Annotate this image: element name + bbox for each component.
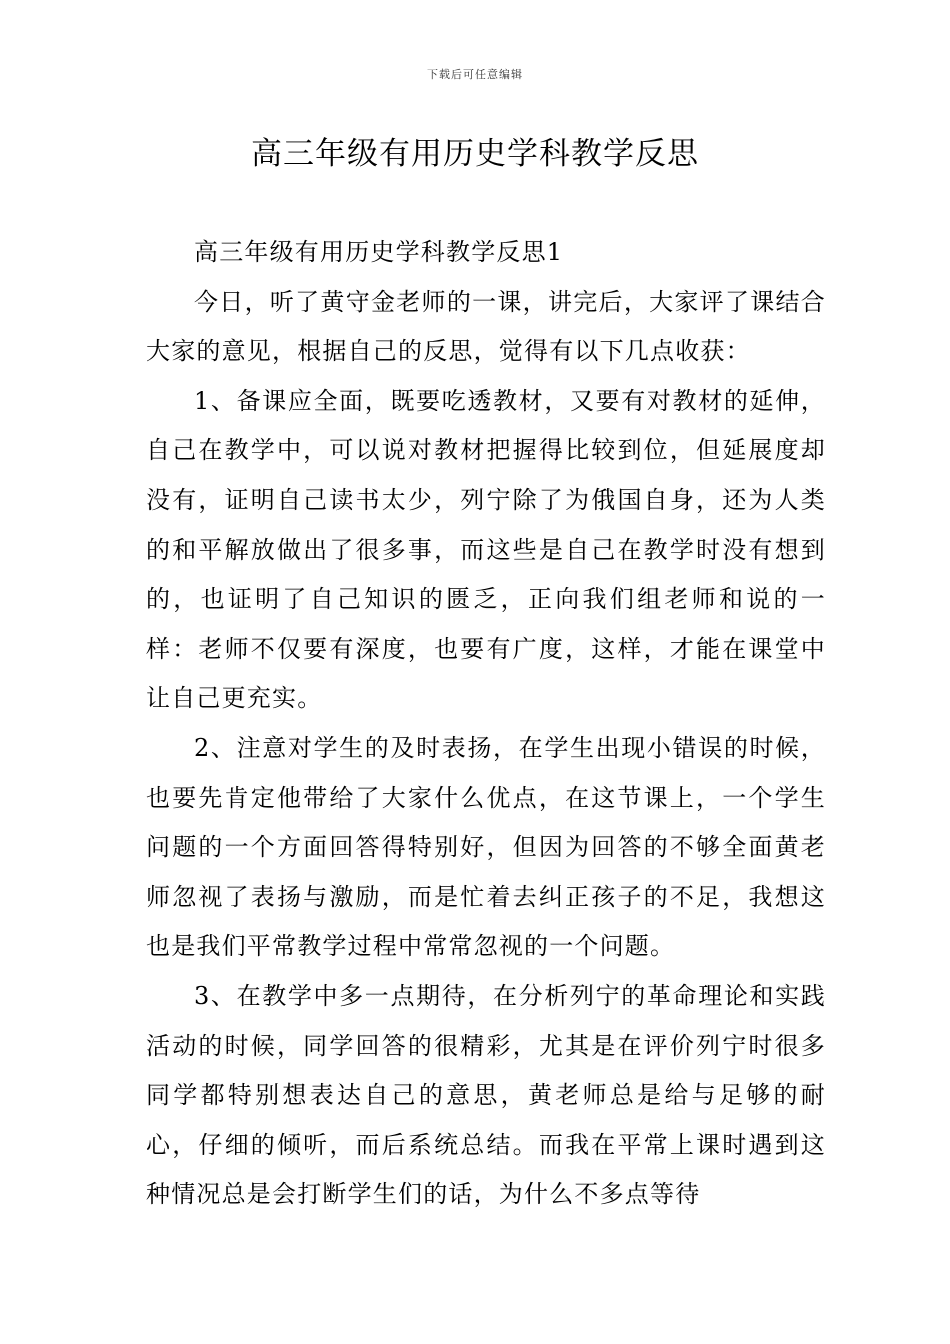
section-heading: 高三年级有用历史学科教学反思1 xyxy=(194,238,564,266)
paragraph-point-3: 3、在教学中多一点期待，在分析列宁的革命理论和实践活动的时候，同学回答的很精彩，尤其是在评价列宁时很多同学都特别想表达自己的意思，黄老师总是给与足够的耐心，仔细的倾听，而后系统总结。而我在平常上课时遇到这种情况总是会打断学生们的话，为什么不多点等待 xyxy=(146,981,826,1209)
paragraph-intro: 今日，听了黄守金老师的一课，讲完后，大家评了课结合大家的意见，根据自己的反思，觉得有以下几点收获： xyxy=(146,287,826,366)
header-note: 下载后可任意编辑 xyxy=(427,68,523,81)
document-title: 高三年级有用历史学科教学反思 xyxy=(251,136,699,172)
paragraph-point-2: 2、注意对学生的及时表扬，在学生出现小错误的时候，也要先肯定他带给了大家什么优点，在这节课上，一个学生问题的一个方面回答得特别好，但因为回答的不够全面黄老师忽视了表扬与激励，而是忙着去纠正孩子的不足，我想这也是我们平常教学过程中常常忽视的一个问题。 xyxy=(146,733,826,961)
document-body xyxy=(146,228,826,1220)
paragraph-point-1: 1、备课应全面，既要吃透教材，又要有对教材的延伸，自己在教学中，可以说对教材把握得比较到位，但延展度却没有，证明自己读书太少，列宁除了为俄国自身，还为人类的和平解放做出了很多事，而这些是自己在教学时没有想到的，也证明了自己知识的匮乏，正向我们组老师和说的一样：老师不仅要有深度，也要有广度，这样，才能在课堂中让自己更充实。 xyxy=(146,386,826,713)
